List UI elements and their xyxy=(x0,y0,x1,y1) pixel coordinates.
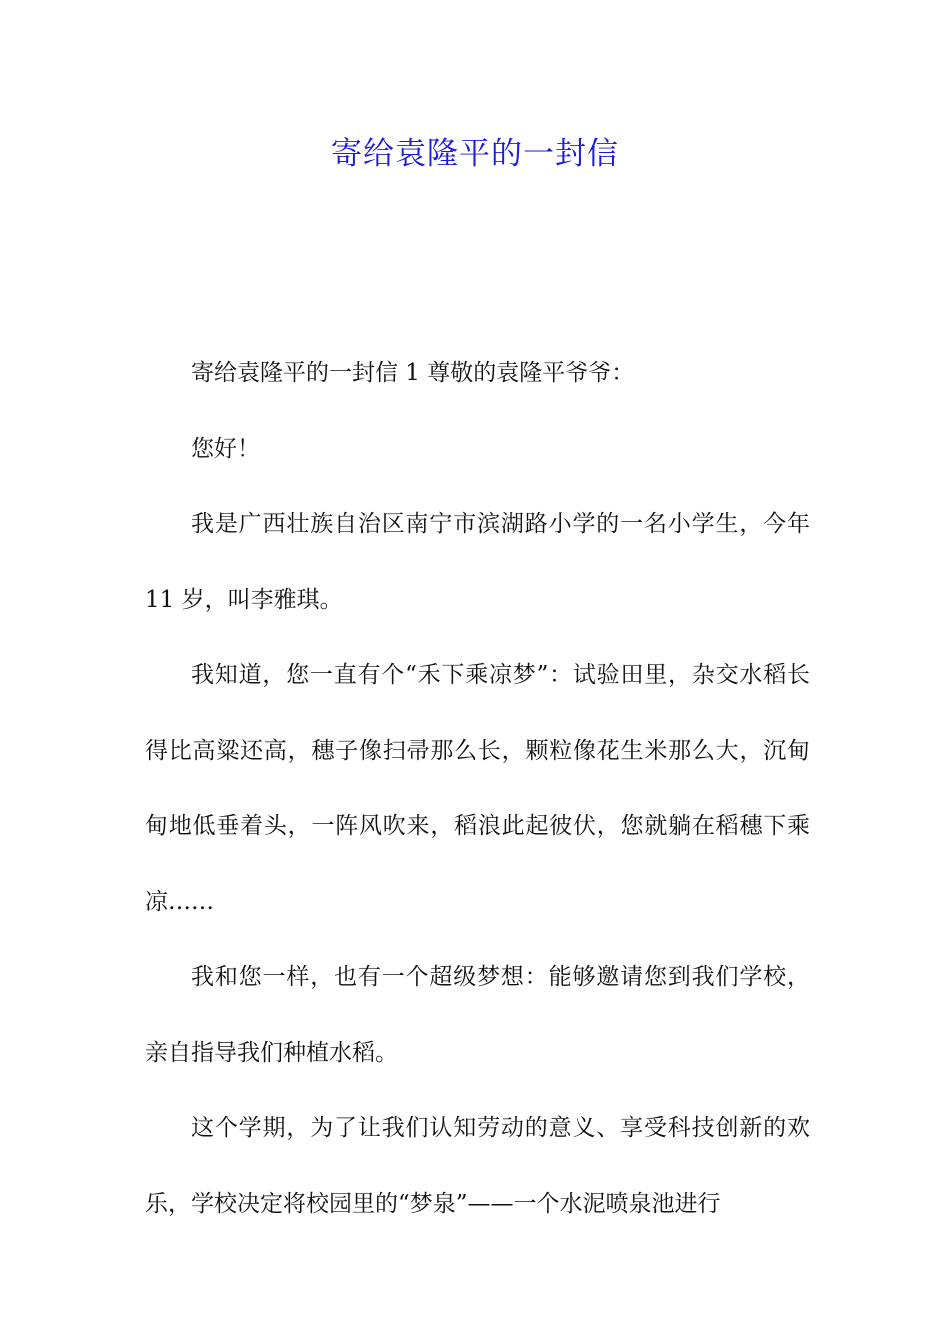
paragraph-dream: 我知道，您一直有个“禾下乘凉梦”：试验田里，杂交水稻长得比高粱还高，穗子像扫帚那么长，颗粒像花生米那么大，沉甸甸地低垂着头，一阵风吹来，稻浪此起彼伏，您就躺在稻穗下乘凉…… xyxy=(145,662,810,915)
paragraph-semester: 这个学期，为了让我们认知劳动的意义、享受科技创新的欢乐，学校决定将校园里的“梦泉”——一个水泥喷泉池进行 xyxy=(145,1115,810,1217)
document-title: 寄给袁隆平的一封信 xyxy=(331,136,619,172)
paragraph-salutation: 寄给袁隆平的一封信 1 尊敬的袁隆平爷爷： xyxy=(191,360,635,386)
paragraph-greeting: 您好！ xyxy=(191,435,260,462)
document-body xyxy=(145,336,810,1242)
paragraph-wish: 我和您一样，也有一个超级梦想：能够邀请您到我们学校，亲自指导我们种植水稻。 xyxy=(145,964,810,1066)
paragraph-introduction: 我是广西壮族自治区南宁市滨湖路小学的一名小学生，今年 11 岁，叫李雅琪。 xyxy=(145,511,810,613)
